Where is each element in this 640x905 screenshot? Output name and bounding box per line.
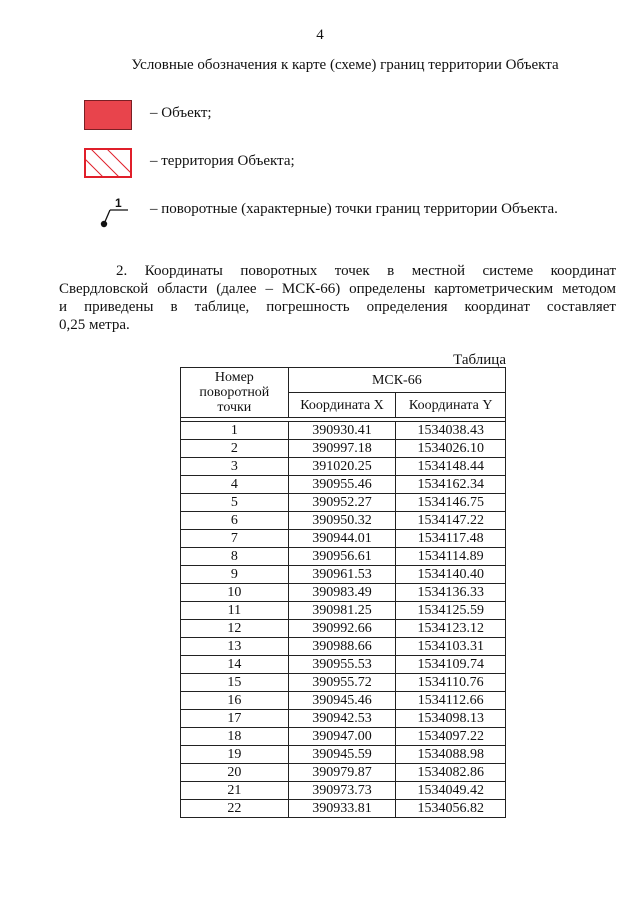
table-row [181, 530, 506, 548]
cell-point-number: 17 [181, 710, 289, 728]
table-row [181, 566, 506, 584]
legend-label-turning-point: – поворотные (характерные) точки границ территории Объекта. [150, 201, 558, 217]
cell-coordinate-x: 390950.32 [288, 512, 396, 530]
header-coordinate-system: МСК-66 [288, 368, 505, 393]
cell-coordinate-y: 1534147.22 [396, 512, 506, 530]
legend-item-territory [84, 146, 295, 180]
legend-label-object: – Объект; [150, 105, 212, 121]
cell-point-number: 3 [181, 458, 289, 476]
table-row [181, 602, 506, 620]
table-row [181, 692, 506, 710]
cell-coordinate-y: 1534109.74 [396, 656, 506, 674]
table-row [181, 494, 506, 512]
cell-point-number: 16 [181, 692, 289, 710]
cell-point-number: 9 [181, 566, 289, 584]
cell-coordinate-x: 390973.73 [288, 782, 396, 800]
cell-point-number: 8 [181, 548, 289, 566]
cell-coordinate-y: 1534026.10 [396, 440, 506, 458]
cell-coordinate-y: 1534038.43 [396, 422, 506, 440]
cell-coordinate-x: 390947.00 [288, 728, 396, 746]
table-row [181, 458, 506, 476]
paragraph-line: 2. Координаты поворотных точек в местной системе координат [116, 263, 616, 279]
table-row [181, 746, 506, 764]
cell-coordinate-x: 390930.41 [288, 422, 396, 440]
cell-point-number: 12 [181, 620, 289, 638]
cell-coordinate-x: 390983.49 [288, 584, 396, 602]
cell-coordinate-y: 1534148.44 [396, 458, 506, 476]
cell-coordinate-x: 390942.53 [288, 710, 396, 728]
cell-point-number: 13 [181, 638, 289, 656]
table-row [181, 638, 506, 656]
cell-coordinate-y: 1534098.13 [396, 710, 506, 728]
cell-point-number: 14 [181, 656, 289, 674]
legend-item-turning-point [84, 194, 558, 228]
cell-coordinate-x: 390997.18 [288, 440, 396, 458]
cell-point-number: 10 [181, 584, 289, 602]
cell-point-number: 1 [181, 422, 289, 440]
cell-coordinate-y: 1534082.86 [396, 764, 506, 782]
cell-coordinate-x: 390981.25 [288, 602, 396, 620]
cell-coordinate-x: 391020.25 [288, 458, 396, 476]
cell-coordinate-x: 390979.87 [288, 764, 396, 782]
table-row [181, 800, 506, 818]
cell-coordinate-y: 1534123.12 [396, 620, 506, 638]
page-number: 4 [316, 27, 324, 43]
cell-coordinate-y: 1534103.31 [396, 638, 506, 656]
cell-coordinate-y: 1534088.98 [396, 746, 506, 764]
paragraph-line: 0,25 метра. [59, 317, 130, 333]
cell-coordinate-y: 1534125.59 [396, 602, 506, 620]
cell-coordinate-x: 390945.59 [288, 746, 396, 764]
cell-coordinate-x: 390992.66 [288, 620, 396, 638]
table-row [181, 440, 506, 458]
table-row [181, 782, 506, 800]
cell-point-number: 21 [181, 782, 289, 800]
coordinates-paragraph [59, 262, 616, 334]
table-row [181, 548, 506, 566]
legend-label-territory: – территория Объекта; [150, 153, 295, 169]
cell-coordinate-y: 1534146.75 [396, 494, 506, 512]
cell-coordinate-y: 1534112.66 [396, 692, 506, 710]
paragraph-line: и приведены в таблице, погрешность определения координат составляет [59, 299, 616, 315]
cell-coordinate-x: 390944.01 [288, 530, 396, 548]
cell-coordinate-y: 1534049.42 [396, 782, 506, 800]
paragraph-line: Свердловской области (далее – МСК-66) определены картометрическим методом [59, 281, 616, 297]
table-row [181, 620, 506, 638]
cell-point-number: 19 [181, 746, 289, 764]
table-caption: Таблица [453, 352, 506, 368]
hatched-red-rectangle-icon [84, 148, 132, 178]
header-point-number: Номер поворотной точки [181, 368, 289, 418]
cell-point-number: 15 [181, 674, 289, 692]
cell-coordinate-x: 390952.27 [288, 494, 396, 512]
table-row [181, 710, 506, 728]
cell-point-number: 20 [181, 764, 289, 782]
cell-point-number: 6 [181, 512, 289, 530]
cell-coordinate-y: 1534114.89 [396, 548, 506, 566]
cell-point-number: 18 [181, 728, 289, 746]
cell-point-number: 22 [181, 800, 289, 818]
table-row [181, 764, 506, 782]
cell-coordinate-y: 1534162.34 [396, 476, 506, 494]
turning-point-number: 1 [115, 196, 122, 210]
cell-point-number: 5 [181, 494, 289, 512]
cell-coordinate-x: 390945.46 [288, 692, 396, 710]
cell-coordinate-x: 390961.53 [288, 566, 396, 584]
header-coordinate-x: Координата X [288, 393, 396, 418]
cell-coordinate-x: 390933.81 [288, 800, 396, 818]
cell-coordinate-y: 1534097.22 [396, 728, 506, 746]
cell-point-number: 4 [181, 476, 289, 494]
table-row [181, 656, 506, 674]
coordinates-table [180, 367, 506, 818]
cell-coordinate-x: 390956.61 [288, 548, 396, 566]
cell-coordinate-x: 390955.46 [288, 476, 396, 494]
table-row [181, 728, 506, 746]
cell-point-number: 7 [181, 530, 289, 548]
legend-item-object [84, 98, 212, 132]
header-coordinate-y: Координата Y [396, 393, 506, 418]
cell-coordinate-y: 1534056.82 [396, 800, 506, 818]
cell-coordinate-x: 390988.66 [288, 638, 396, 656]
filled-red-rectangle-icon [84, 100, 132, 130]
cell-coordinate-x: 390955.53 [288, 656, 396, 674]
table-row [181, 476, 506, 494]
cell-point-number: 2 [181, 440, 289, 458]
turning-point-icon [84, 194, 132, 228]
cell-coordinate-y: 1534110.76 [396, 674, 506, 692]
legend-title: Условные обозначения к карте (схеме) границ территории Объекта [131, 57, 559, 73]
cell-coordinate-y: 1534140.40 [396, 566, 506, 584]
table-row [181, 422, 506, 440]
table-row [181, 674, 506, 692]
cell-coordinate-x: 390955.72 [288, 674, 396, 692]
table-row [181, 584, 506, 602]
table-row [181, 512, 506, 530]
cell-point-number: 11 [181, 602, 289, 620]
cell-coordinate-y: 1534117.48 [396, 530, 506, 548]
cell-coordinate-y: 1534136.33 [396, 584, 506, 602]
